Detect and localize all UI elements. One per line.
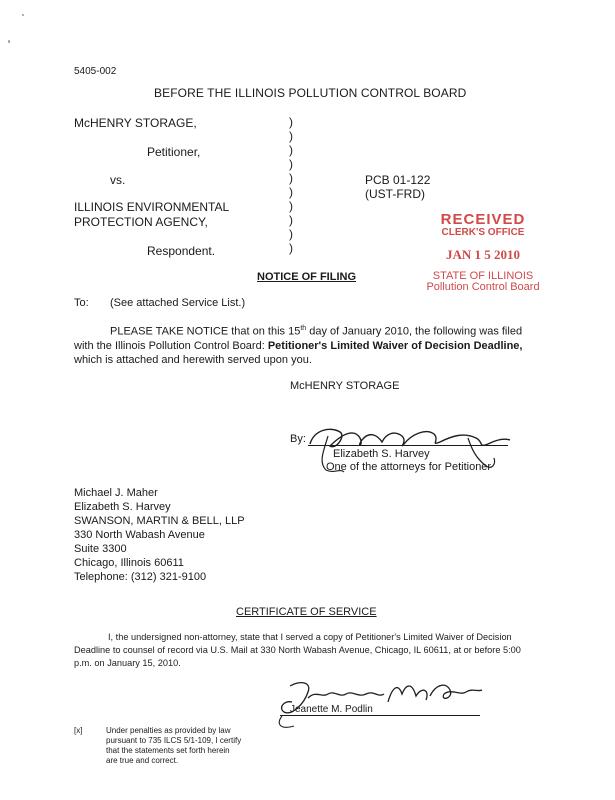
stamp-state: STATE OF ILLINOIS (432, 270, 534, 282)
paren: ) (289, 199, 293, 213)
attorney-line: SWANSON, MARTIN & BELL, LLP (74, 515, 245, 527)
certifier-name: Jeanette M. Podlin (290, 704, 373, 715)
certificate-title: CERTIFICATE OF SERVICE (236, 606, 377, 618)
stamp-received: RECEIVED (440, 211, 526, 228)
notice-title: NOTICE OF FILING (257, 271, 356, 283)
footnote-line: pursuant to 735 ILCS 5/1-109, I certify (106, 736, 242, 745)
notice-body-part-2: day of January 2010, the following was filed (306, 325, 523, 338)
respondent-line-2: PROTECTION AGENCY, (74, 215, 208, 229)
case-type: (UST-FRD) (365, 187, 425, 201)
notice-body-sup: th (300, 325, 307, 332)
signer-role: One of the attorneys for Petitioner (326, 461, 492, 473)
paren: ) (289, 115, 293, 129)
paren: ) (289, 185, 293, 199)
attorney-line: Suite 3300 (74, 543, 127, 555)
paren: ) (289, 241, 293, 255)
filed-document-title: Petitioner's Limited Waiver of Decision Deadline, (267, 340, 523, 352)
paren: ) (289, 129, 293, 143)
scan-speck (8, 40, 10, 43)
paren: ) (289, 227, 293, 241)
case-number: PCB 01-122 (365, 173, 431, 187)
respondent-role: Respondent. (147, 244, 216, 258)
notice-body-part-1: PLEASE TAKE NOTICE that on this 15 (110, 325, 301, 338)
footnote-line: that the statements set forth herein (106, 746, 230, 755)
respondent-line-1: ILLINOIS ENVIRONMENTAL (74, 200, 230, 214)
certificate-line-1: I, the undersigned non-attorney, state that I served a copy of Petitioner's Limited Waiver of Decision (108, 632, 512, 642)
petitioner-role: Petitioner, (147, 145, 201, 159)
versus: vs. (110, 173, 126, 187)
notice-body-line-2 (74, 340, 522, 352)
certificate-line-2: Deadline to counsel of record via U.S. Mail at 330 North Wabash Avenue, Chicago, IL 60611, at or before 5:00 (74, 645, 521, 655)
stamp-date: JAN 1 5 2010 (445, 247, 521, 262)
scan-speck (22, 14, 24, 16)
footnote-line: Under penalties as provided by law (106, 726, 231, 735)
document-number: 5405-002 (74, 66, 117, 77)
footnote-line: are true and correct. (106, 756, 179, 765)
certifier-signature-image (270, 672, 490, 732)
board-heading: BEFORE THE ILLINOIS POLLUTION CONTROL BOARD (154, 86, 467, 100)
to-value: (See attached Service List.) (110, 297, 246, 309)
notice-body-line-3: which is attached and herewith served upon you. (74, 354, 312, 366)
footnote-mark: [x] (74, 726, 83, 735)
certificate-line-3: p.m. on January 15, 2010. (74, 658, 181, 668)
petitioner-name: McHENRY STORAGE, (74, 116, 197, 130)
paren: ) (289, 157, 293, 171)
stamp-clerks-office: CLERK'S OFFICE (441, 227, 525, 238)
attorney-line: Michael J. Maher (74, 487, 158, 499)
notice-body-line-2-pre: with the Illinois Pollution Control Board: (74, 340, 268, 352)
attorney-line: Chicago, Illinois 60611 (74, 557, 184, 569)
certifier-signature-line (280, 715, 480, 716)
by-label: By: (290, 433, 306, 445)
paren: ) (289, 143, 293, 157)
attorney-line: Elizabeth S. Harvey (74, 501, 171, 513)
notice-body-line-1 (110, 325, 522, 338)
attorney-line: 330 North Wabash Avenue (74, 529, 205, 541)
party-name: McHENRY STORAGE (290, 380, 400, 392)
stamp-board: Pollution Control Board (426, 281, 540, 293)
to-label: To: (74, 297, 89, 309)
paren: ) (289, 213, 293, 227)
signer-name: Elizabeth S. Harvey (333, 448, 430, 460)
attorney-line: Telephone: (312) 321-9100 (74, 571, 207, 583)
paren: ) (289, 171, 293, 185)
